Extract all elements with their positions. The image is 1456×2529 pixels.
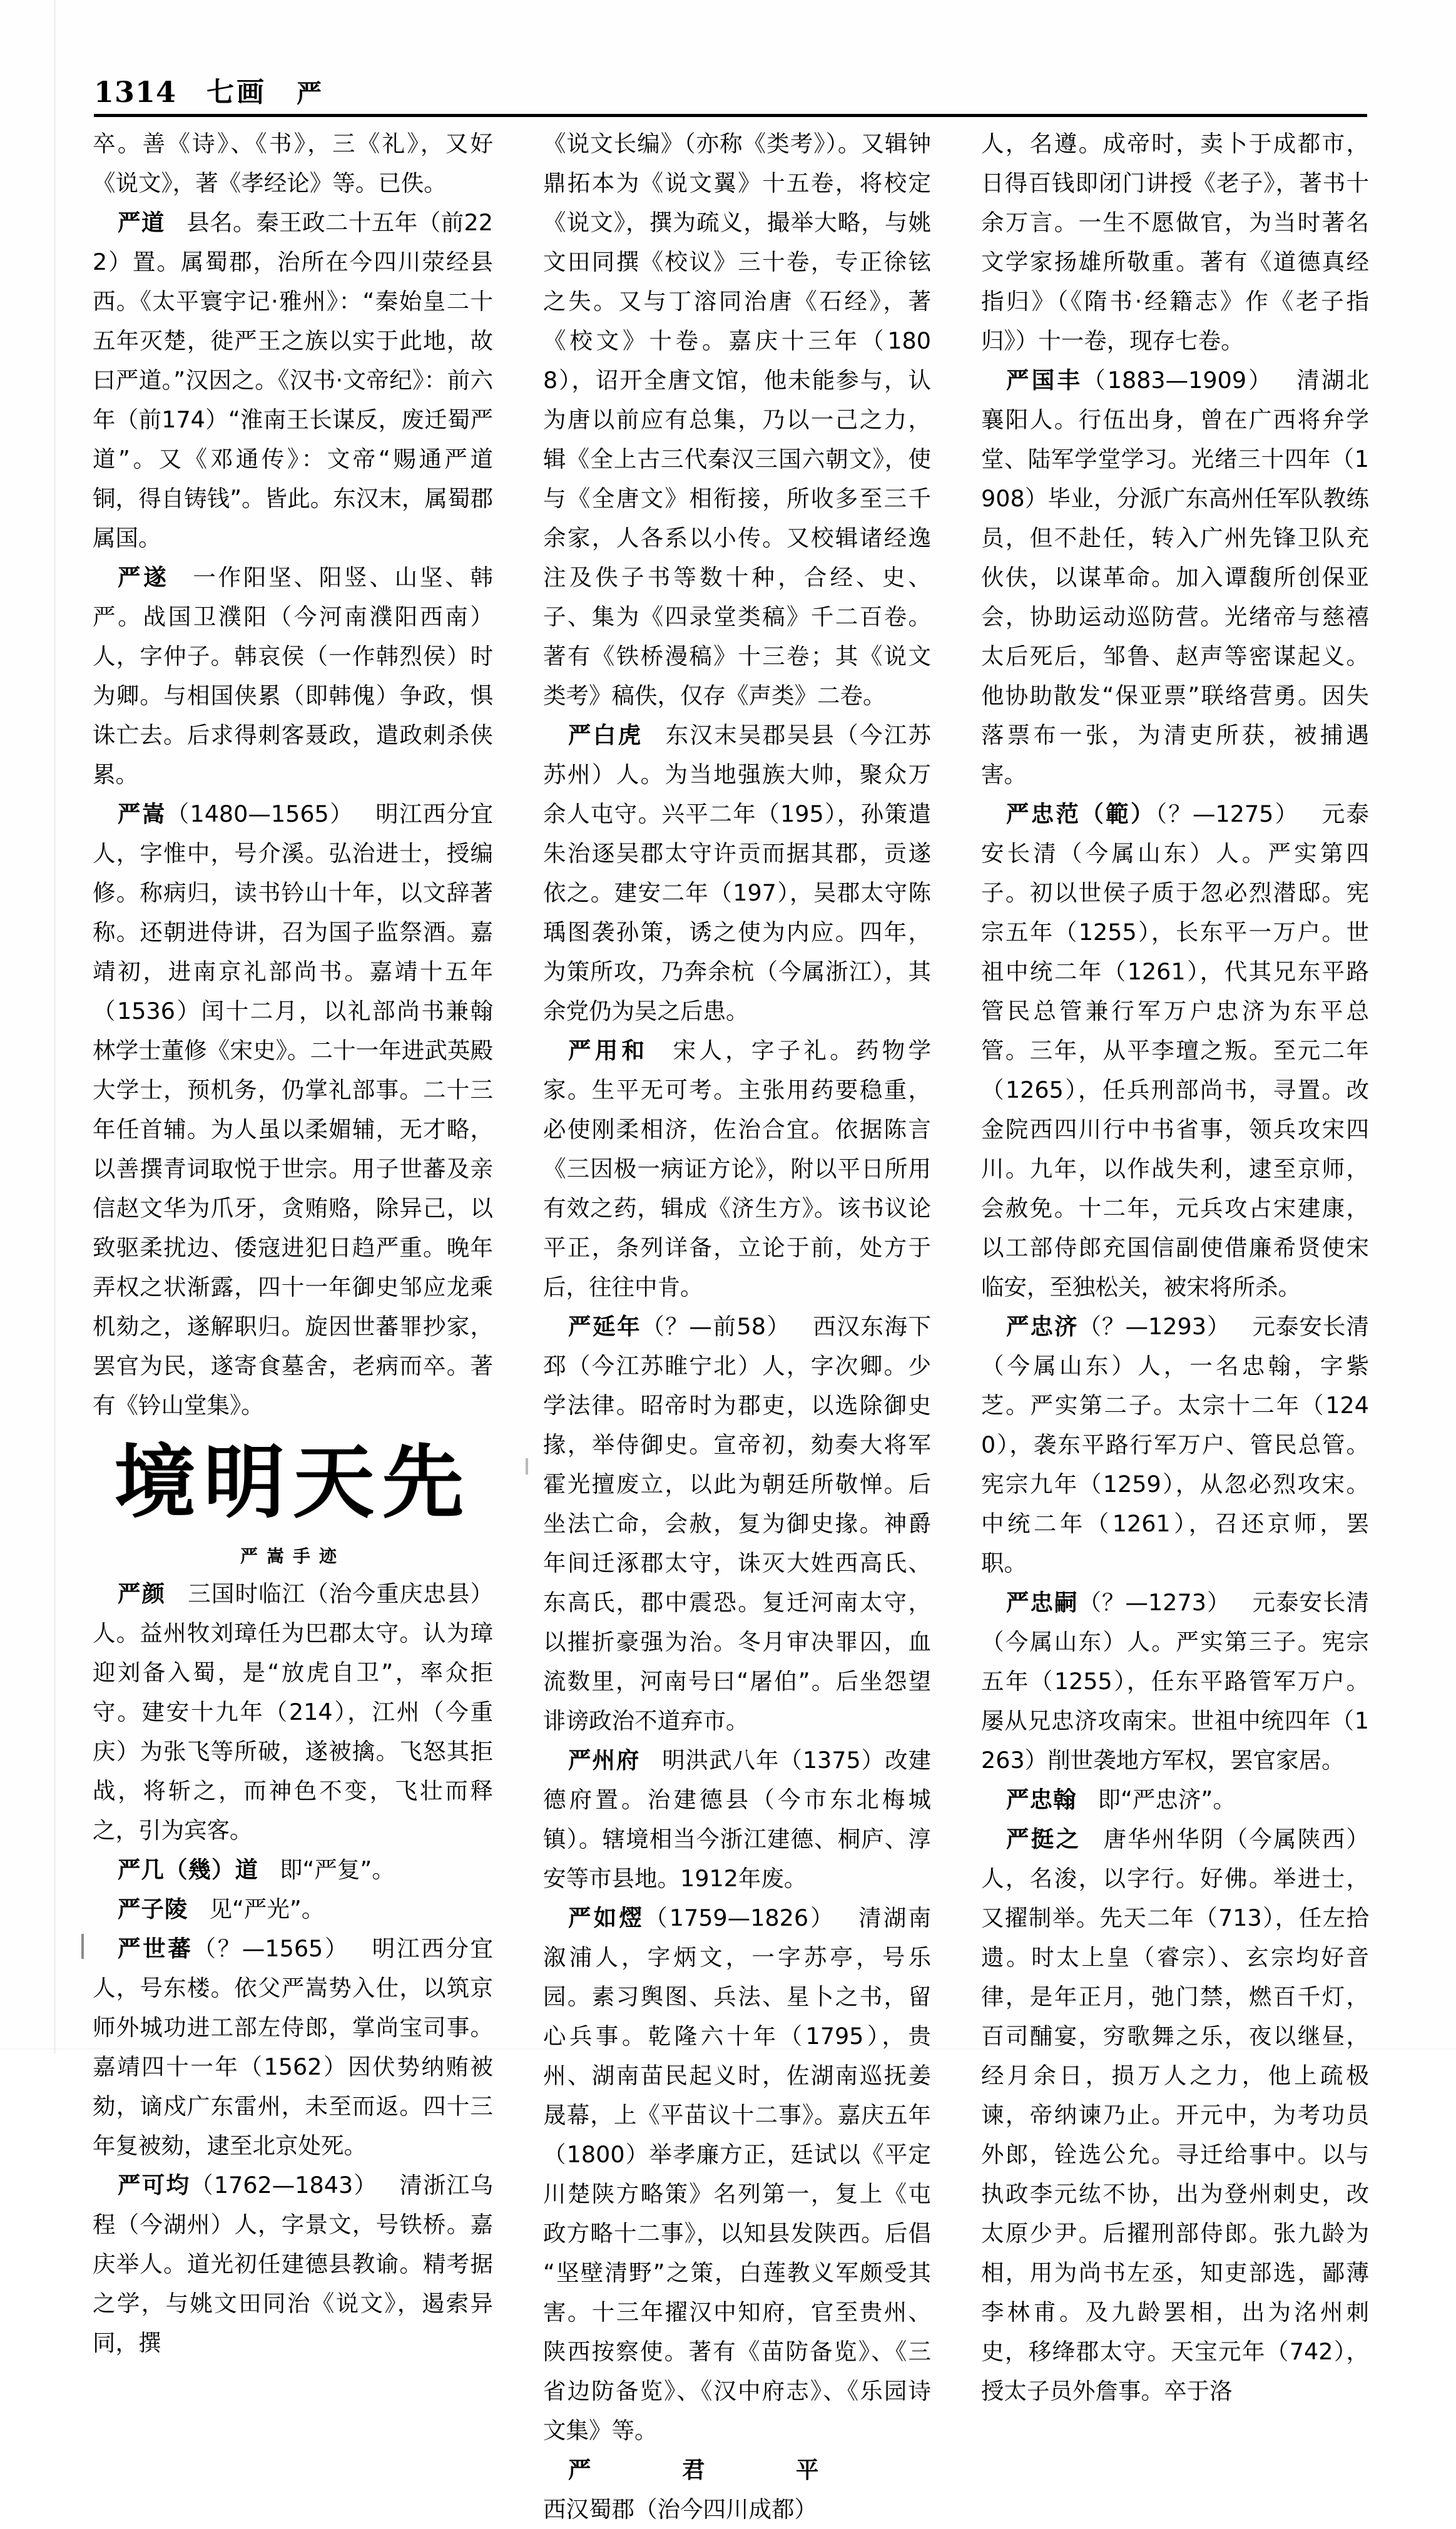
dictionary-entry: [93, 203, 493, 558]
entry-body: 清浙江乌程（今湖州）人，字景文，号铁桥。嘉庆举人。道光初任建德县教谕。精考据之学，与姚文田同治《说文》，遏索异同，撰: [93, 2172, 494, 2357]
entry-body: 明洪武八年（1375）改建德府置。治建德县（今市东北梅城镇）。辖境相当今浙江建德、桐庐、淳安等市县地。1912年废。: [543, 1747, 932, 1892]
paragraph-continuation: [543, 124, 931, 715]
dictionary-entry: [981, 794, 1369, 1307]
dictionary-entry: [981, 1307, 1369, 1583]
dictionary-entry: [93, 1929, 493, 2165]
entry-dates: （1883—1909）: [1082, 367, 1273, 394]
entry-headword: 严道: [118, 209, 165, 236]
entry-headword: 严忠嗣: [1006, 1589, 1079, 1616]
entry-body: 一作阳坚、阳竖、山坚、韩严。战国卫濮阳（今河南濮阳西南）人，字仲子。韩哀侯（一作韩烈侯）时为卿。与相国侠累（即韩傀）争政，惧诛亡去。后求得刺客聂政，遣政刺杀侠累。: [93, 564, 494, 788]
page-number: 1314: [94, 75, 177, 109]
dictionary-entry: [981, 360, 1369, 794]
entry-headword: 严颜: [118, 1580, 166, 1608]
entry-body: 元泰安长清（今属山东）人，一名忠翰，字紫芝。严实第二子。太宗十二年（1240），袭东平路行军万户、管民总管。宪宗九年（1259），从忽必烈攻宋。中统二年（1261），召还京师，罢职。: [981, 1313, 1370, 1576]
entry-body: 宋人，字子礼。药物学家。生平无可考。主张用药要稳重，必使刚柔相济，佐治合宜。依据陈言《三因极一病证方论》，附以平日所用有效之药，辑成《济生方》。该书议论平正，条列详备，立论于前，处方于后，往往中肯。: [543, 1037, 932, 1300]
continuation-body: 《说文长编》（亦称《类考》）。又辑钟鼎拓本为《说文翼》十五卷，将校定《说文》，撰为疏义，撮举大略，与姚文田同撰《校议》三十卷，专正徐铉之失。又与丁溶同治唐《石经》，著《校文》十卷。嘉庆十三年（1808），诏开全唐文馆，他未能参与，认为唐以前应有总集，乃以一己之力，辑《全上古三代秦汉三国六朝文》，使与《全唐文》相衔接，所收多至三千余家，人各系以小传。又校辑诸经逸注及佚子书等数十种，合经、史、子、集为《四录堂类稿》千二百卷。著有《铁桥漫稿》十三卷；其《说文类考》稿佚，仅存《声类》二卷。: [543, 130, 931, 709]
dictionary-entry: [93, 558, 493, 794]
dictionary-entry: [93, 2165, 493, 2363]
entry-headword: 严忠翰: [1006, 1786, 1077, 1813]
entry-dates: （？—1273）: [1078, 1589, 1231, 1616]
calligraphy-figure: [93, 1436, 493, 1568]
entry-headword: 严遂: [118, 564, 170, 591]
entry-body: 唐华州华阴（今属陕西）人，名浚，以字行。好佛。举进士，又擢制举。先天二年（713），任左拾遗。时太上皇（睿宗）、玄宗均好音律，是年正月，弛门禁，燃百千灯，百司酺宴，穷歌舞之乐，夜以继昼，经月余日，损万人之力，他上疏极谏，帝纳谏乃止。开元中，为考功员外郎，铨选公允。寻迁给事中。以与执政李元纮不协，出为登州刺史，改太原少尹。后擢刑部侍郎。张九龄为相，用为尚书左丞，知吏部选，鄙薄李林甫。及九龄罢相，出为洺州刺史，移绛郡太守。天宝元年（742），授太子员外詹事。卒于洛: [981, 1826, 1370, 2404]
continuation-body: 卒。善《诗》、《书》，三《礼》，又好《说文》，著《孝经论》等。已佚。: [93, 130, 493, 197]
dictionary-entry: [93, 1850, 493, 1889]
dictionary-entry: [543, 715, 931, 1031]
entry-headword: 严挺之: [1006, 1826, 1081, 1852]
continuation-body: 人，名遵。成帝时，卖卜于成都市，日得百钱即闭门讲授《老子》，著书十余万言。一生不愿做官，为当时著名文学家扬雄所敬重。著有《道德真经指归》（《隋书·经籍志》作《老子指归》）十一卷，现存七卷。: [981, 130, 1369, 354]
column-2: [543, 124, 932, 2523]
dictionary-entry: [543, 1031, 931, 1307]
entry-dates: （1759—1826）: [644, 1904, 835, 1931]
dictionary-entry: [93, 1889, 493, 1929]
entry-body: 县名。秦王政二十五年（前222）置。属蜀郡，治所在今四川荥经县西。《太平寰宇记·雅州》：“秦始皇二十五年灭楚，徙严王之族以实于此地，故曰严道。”汉因之。《汉书·文帝纪》：前六年（前174）“淮南王长谋反，废迁蜀严道”。又《邓通传》：文帝“赐通严道铜，得自铸钱”。皆此。东汉末，属蜀郡属国。: [93, 209, 493, 551]
dictionary-entry: [543, 1307, 931, 1740]
entry-headword: 严用和: [568, 1037, 649, 1064]
entry-body: 清湖南溆浦人，字炳文，一字苏亭，号乐园。素习舆图、兵法、星卜之书，留心兵事。乾隆六十年（1795），贵州、湖南苗民起义时，佐湖南巡抚姜晟幕，上《平苗议十二事》。嘉庆五年（1800）举孝廉方正，廷试以《平定川楚陕方略策》名列第一，复上《屯政方略十二事》，以知县发陕西。后倡“坚壁清野”之策，白莲教义军颇受其害。十三年擢汉中知府，官至贵州、陕西按察使。著有《苗防备览》、《三省边防备览》、《汉中府志》、《乐园诗文集》等。: [543, 1904, 932, 2444]
entry-headword: 严延年: [568, 1313, 642, 1340]
entry-headword: 严忠济: [1006, 1313, 1079, 1340]
paragraph-continuation: [981, 124, 1369, 360]
entry-headword: 严忠范（範）: [1006, 800, 1156, 827]
entry-body: 东汉末吴郡吴县（今江苏苏州）人。为当地强族大帅，聚众万余人屯守。兴平二年（195），孙策遣朱治逐吴郡太守许贡而据其郡，贡遂依之。建安二年（197），吴郡太守陈瑀图袭孙策，诱之使为内应。四年，为策所攻，乃奔余杭（今属浙江），其余党仍为吴之后患。: [543, 722, 932, 1024]
entry-body: 清湖北襄阳人。行伍出身，曾在广西将弁学堂、陆军学堂学习。光绪三十四年（1908）毕业，分派广东高州任军队教练员，但不赴任，转入广州先锋卫队充伙伕，以谋革命。加入谭馥所创保亚会，协助运动巡防营。光绪帝与慈禧太后死后，邹鲁、赵声等密谋起义。他协助散发“保亚票”联络营勇。因失落票布一张，为清吏所获，被捕遇害。: [981, 367, 1370, 788]
entry-body: 见“严光”。: [209, 1896, 325, 1923]
figure-caption: 严嵩手迹: [240, 1546, 345, 1567]
column-3: [981, 124, 1370, 2404]
paragraph-continuation: [93, 124, 493, 203]
stroke-count-label: 七画: [206, 76, 267, 108]
page-header: [94, 63, 1370, 109]
dictionary-entry: [543, 2450, 931, 2529]
dictionary-entry: [543, 1898, 931, 2450]
entry-body: 三国时临江（治今重庆忠县）人。益州牧刘璋任为巴郡太守。认为璋迎刘备入蜀，是“放虎自卫”，率众拒守。建安十九年（214），江州（今重庆）为张飞等所破，遂被擒。飞怒其拒战，将斩之，而神色不变，飞壮而释之，引为宾客。: [93, 1580, 494, 1844]
entry-headword: 严子陵: [118, 1896, 188, 1923]
entry-headword: 严嵩: [118, 800, 166, 827]
dictionary-entry: [543, 1740, 931, 1898]
dictionary-entry: [981, 1583, 1369, 1780]
entry-body: 明江西分宜人，字惟中，号介溪。弘治进士，授编修。称病归，读书钤山十年，以文辞著称。还朝进侍讲，召为国子监祭酒。嘉靖初，进南京礼部尚书。嘉靖十五年（1536）闰十二月，以礼部尚书兼翰林学士董修《宋史》。二十一年进武英殿大学士，预机务，仍掌礼部事。二十三年任首辅。为人虽以柔媚辅，无才略，以善撰青词取悦于世宗。用子世蕃及亲信赵文华为爪牙，贪贿赂，除异己，以致驱柔扰边、倭寇进犯日趋严重。晚年弄权之状渐露，四十一年御史邹应龙乘机劾之，遂解职归。旋因世蕃罪抄家，罢官为民，遂寄食墓舍，老病而卒。著有《钤山堂集》。: [93, 800, 494, 1419]
radical-label: 严: [297, 79, 322, 108]
entry-headword: 严可均: [118, 2172, 191, 2199]
dictionary-entry: [981, 1819, 1369, 2411]
entry-dates: （1480—1565）: [166, 800, 354, 827]
entry-headword: 严世蕃: [118, 1935, 193, 1963]
entry-dates: （？—1275）: [1155, 800, 1300, 827]
dictionary-entry: [93, 1574, 493, 1850]
scan-edge-artifact: [54, 0, 56, 2053]
entry-body: 元泰安长清（今属山东）人。严实第四子。初以世侯子质于忽必烈潜邸。宪宗五年（1255），长东平一万户。世祖中统二年（1261），代其兄东平路管民总管兼行军万户忠济为东平总管。三年，从平李璮之叛。至元二年（1265），任兵刑部尚书，寻置。改金院西四川行中书省事，领兵攻宋四川。九年，以作战失利，逮至京师，会赦免。十二年，元兵攻占宋建康，以工部侍郎充国信副使借廉希贤使宋临安，至独松关，被宋将所杀。: [981, 800, 1370, 1300]
article-columns: [93, 124, 1370, 2523]
dictionary-entry: [981, 1780, 1369, 1819]
entry-body: 明江西分宜人，号东楼。依父严嵩势入仕，以筑京师外城功进工部左侍郎，掌尚宝司事。嘉靖四十一年（1562）因伏势纳贿被劾，谪戍广东雷州，未至而返。四十三年复被劾，逮至北京处死。: [93, 1935, 494, 2160]
entry-headword: 严君平: [568, 2456, 910, 2483]
entry-dates: （1762—1843）: [190, 2172, 378, 2199]
entry-headword: 严国丰: [1006, 367, 1083, 394]
entry-body: 即“严复”。: [280, 1856, 395, 1884]
entry-body: 西汉东海下邳（今江苏睢宁北）人，字次卿。少学法律。昭帝时为郡吏，以选除御史掾，举侍御史。宣帝初，劾奏大将军霍光擅废立，以此为朝廷所敬惮。后坐法亡命，会赦，复为御史掾。神爵年间迁涿郡太守，诛灭大姓西高氏、东高氏，郡中震恐。复迁河南太守，以摧折豪强为治。冬月审决罪囚，血流数里，河南号曰“屠伯”。后坐怨望诽谤政治不道弃市。: [543, 1313, 932, 1734]
entry-headword: 严白虎: [568, 722, 643, 748]
entry-body: 西汉蜀郡（治今四川成都）: [543, 2496, 817, 2523]
entry-body: 即“严忠济”。: [1097, 1786, 1236, 1813]
calligraphy-image: 境明天先: [114, 1436, 472, 1530]
column-1: [93, 124, 494, 2357]
entry-headword: 严几（幾）道: [118, 1856, 258, 1884]
entry-body: 元泰安长清（今属山东）人。严实第三子。宪宗五年（1255），任东平路管军万户。屡从兄忠济攻南宋。世祖中统四年（1263）削世袭地方军权，罢官家居。: [981, 1589, 1370, 1774]
dictionary-entry: [93, 794, 493, 1425]
entry-headword: 严如熤: [568, 1904, 645, 1931]
header-divider-rule: [94, 114, 1367, 117]
entry-dates: （？—1565）: [193, 1935, 350, 1963]
entry-headword: 严州府: [568, 1747, 641, 1774]
entry-dates: （？—1293）: [1078, 1313, 1231, 1340]
scan-tick-mark: [81, 1934, 84, 1959]
entry-dates: （？—前58）: [641, 1313, 791, 1340]
